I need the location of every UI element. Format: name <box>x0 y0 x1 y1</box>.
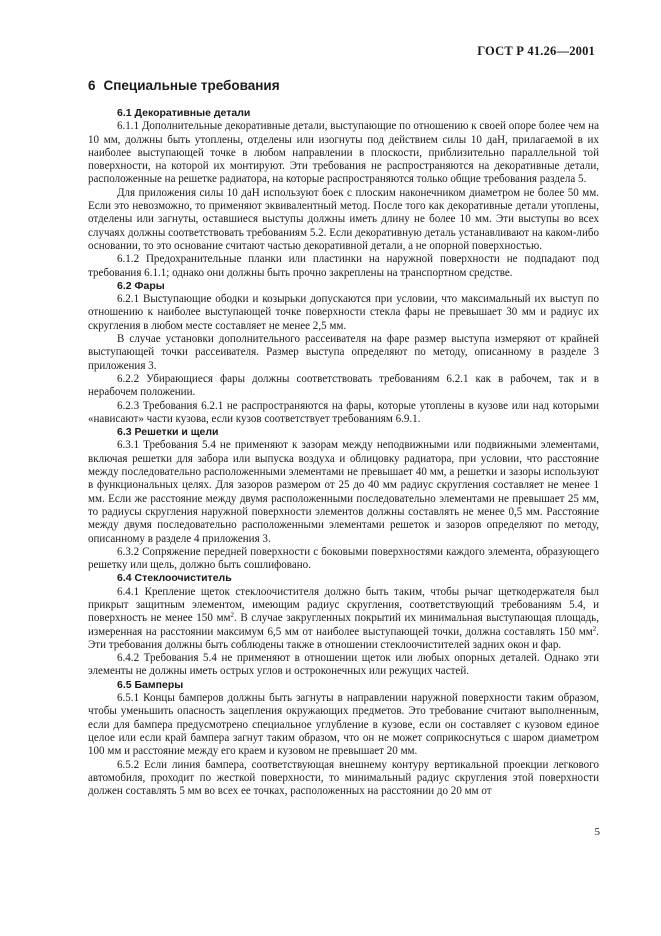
subsection-title-6-1: 6.1 Декоративные детали <box>117 107 251 119</box>
paragraph-6-4-1-part-b: . В случае закругленных покрытий их минимальная выступающая площадь, измеренная на расстоянии максимум 6,5 мм от наиболее выступающей точки, должна составлять 150 мм <box>88 612 599 638</box>
paragraph-6-3-1: 6.3.1 Требования 5.4 не применяют к зазорам между неподвижными или подвижными элементами, включая решетки для забора или выпуска воздуха и облицовку радиатора, при условии, что расстояние между последовательно расположенными элементами не превышает 40 мм, а решетки и зазоры используют в функциональных целях. Для зазоров размером от 25 до 40 мм радиус скругления составляет не менее 1 мм. Если же расстояние между двумя расположенными последовательно элементами не превышает 25 мм, то радиусы скругления наружной поверхности элементов должны составлять не менее 0,5 мм. Расстояние между двумя последовательно расположенными элементами решеток и зазоров определяют по методу, описанному в разделе 4 приложения 3. <box>88 439 599 545</box>
paragraph-6-2-1-cont: В случае установки дополнительного рассеивателя на фаре размер выступа измеряют от крайней выступающей точки рассеивателя. Размер выступа определяют по методу, описанному в разделе 3 приложения 3. <box>88 333 599 372</box>
subsection-title-6-2: 6.2 Фары <box>117 279 165 292</box>
subsection-title-6-4: 6.4 Стеклоочиститель <box>117 572 232 585</box>
section-title <box>88 78 599 94</box>
superscript-2: 2 <box>230 611 234 620</box>
subsection-title-6-3: 6.3 Решетки и щели <box>117 426 219 439</box>
paragraph-6-4-2: 6.4.2 Требования 5.4 не применяют в отношении щеток или любых опорных деталей. Однако эти элементы не должны иметь острых углов и остроконечных или режущих частей. <box>88 652 599 678</box>
paragraph-6-5-2: 6.5.2 Если линия бампера, соответствующая внешнему контуру вертикальной проекции легкового автомобиля, проходит по жесткой поверхности, то минимальный радиус скругления этой поверхности должен составлять 5 мм во всех ее точках, расположенных на расстоянии до 20 мм от <box>88 758 599 798</box>
paragraph-6-4-1 <box>88 586 599 652</box>
paragraph-6-2-3: 6.2.3 Требования 6.2.1 не распространяются на фары, которые утоплены в кузове или над которыми «нависают» части кузова, если кузов соответствует требованиям 6.9.1. <box>88 399 599 425</box>
paragraph-6-5-1: 6.5.1 Концы бамперов должны быть загнуты в направлении наружной поверхности таким образом, чтобы уменьшить опасность зацепления окружающих предметов. Это требование считают выполненным, если для бампера предусмотрено специальное углубление в кузове, если он составляет с кузовом единое целое или если край бампера загнут таким образом, что он не может соприкоснуться с шаром диаметром 100 мм и расстояние между его краем и кузовом не превышает 20 мм. <box>88 692 599 758</box>
paragraph-6-2-2: 6.2.2 Убирающиеся фары должны соответствовать требованиям 6.2.1 как в рабочем, так и в нерабочем положении. <box>88 372 599 399</box>
paragraph-6-1-1: 6.1.1 Дополнительные декоративные детали, выступающие по отношению к своей опоре более чем на 10 мм, должны быть утоплены, отделены или изогнуты под действием силы 10 даН, прилагаемой в их наиболее выступающей точке в любом направлении в плоскости, приблизительно параллельной той поверхности, на которой их монтируют. Эти требования не распространяются на декоративные детали, расположенные на решетке радиатора, на которые распространяются только общие требования раздела 5. <box>88 120 599 186</box>
subsection-title-6-5: 6.5 Бамперы <box>117 678 184 691</box>
superscript-2: 2 <box>592 624 597 633</box>
paragraph-6-2-1: 6.2.1 Выступающие ободки и козырьки допускаются при условии, что максимальный их выступ по отношению к наиболее выступающей точке поверхности стекла фары не превышает 30 мм и радиус их скругления в любом месте составляет не менее 2,5 мм. <box>88 293 599 332</box>
paragraph-6-1-1-cont: Для приложения силы 10 даН используют боек с плоским наконечником диаметром не более 50 мм. Если это невозможно, то применяют эквивалентный метод. После того как декоративные детали утоплены, отделены или загнуты, оставшиеся выступы должны иметь длину не более 10 мм. Эти выступы во всех случаях должны соответствовать требованиям 5.2. Если декоративную деталь устанавливают на каком-либо основании, то это основание считают частью декоративной детали, а не опорной поверхностью. <box>88 186 599 252</box>
page-content <box>88 78 599 798</box>
page-number: 5 <box>594 826 600 838</box>
paragraph-6-4-1-part-a: 6.4.1 Крепление щеток стеклоочистителя должно быть таким, чтобы рычаг щеткодержателя был прикрыт защитным элементом, имеющим радиус скругления, соответствующий требованиям 5.4, и поверхность не менее 150 мм <box>88 585 599 625</box>
section-title-text: Специальные требования <box>103 78 280 93</box>
paragraph-6-4-1-part-c: . Эти требования должны быть соблюдены также в отношении стеклоочистителей задних окон и фар. <box>88 625 599 651</box>
paragraph-6-1-2: 6.1.2 Предохранительные планки или пластинки на наружной поверхности не подпадают под требования 6.1.1; однако они должны быть прочно закреплены на транспортном средстве. <box>88 253 599 279</box>
paragraph-6-3-2: 6.3.2 Сопряжение передней поверхности с боковыми поверхностями каждого элемента, образующего решетку или щель, должно быть сошлифовано. <box>88 545 599 572</box>
document-header: ГОСТ Р 41.26—2001 <box>477 44 595 58</box>
section-number: 6 <box>88 78 96 93</box>
